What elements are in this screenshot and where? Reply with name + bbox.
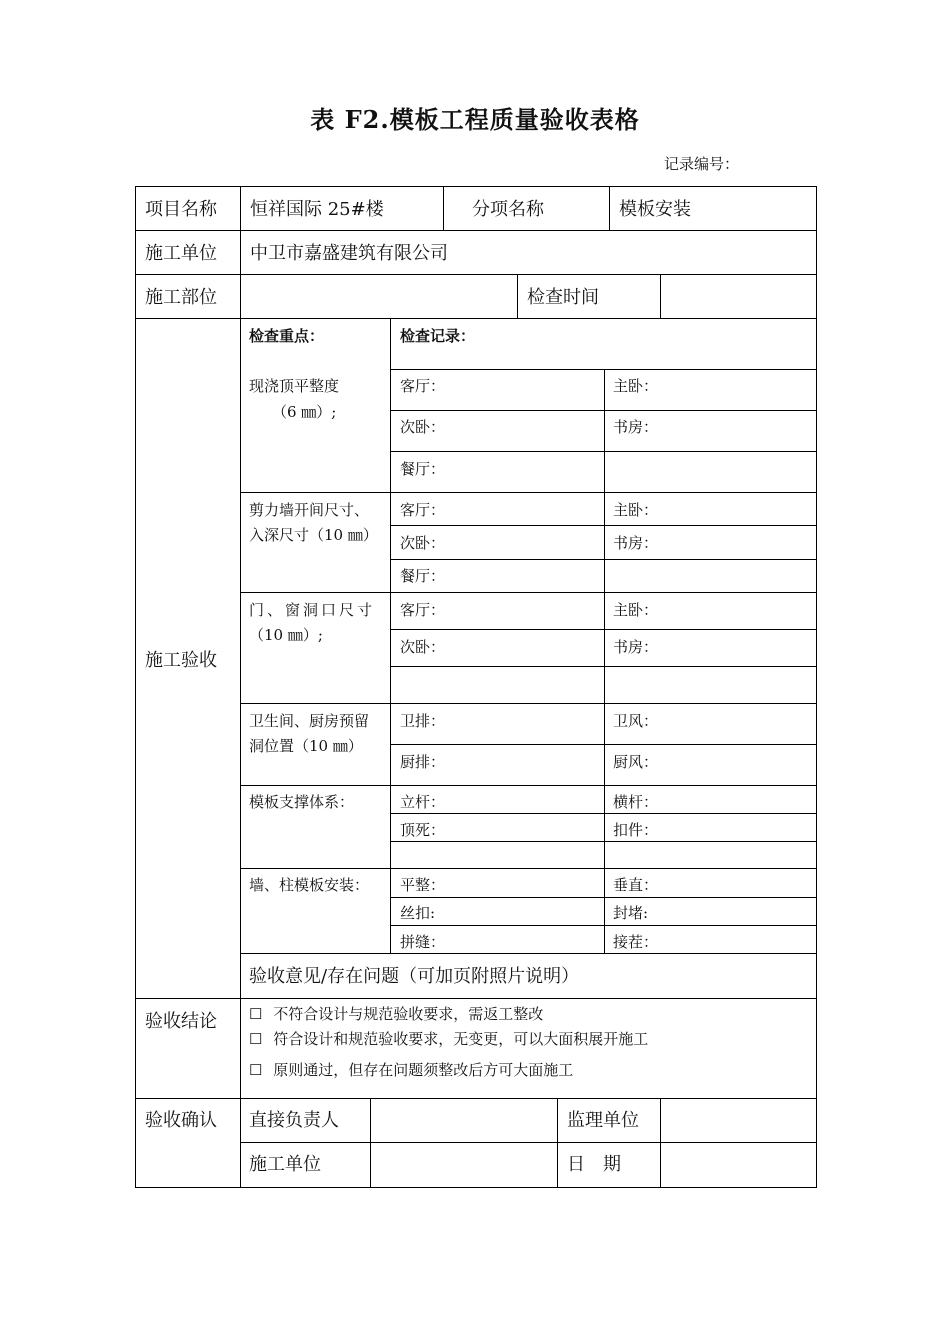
check-point-label: 模板支撑体系： [249, 793, 355, 811]
check-point-label: 墙、柱模板安装： [249, 876, 370, 894]
record-field-label[interactable]: 书房： [613, 418, 659, 436]
record-field-label[interactable]: 丝扣: [400, 904, 436, 922]
record-field-label[interactable]: 卫排： [400, 712, 446, 730]
record-field-label[interactable]: 主卧： [613, 377, 659, 395]
supervision-unit-label: 监理单位 [567, 1110, 639, 1131]
check-point-label: 卫生间、厨房预留 [249, 712, 370, 730]
acceptance-opinion-label: 验收意见/存在问题（可加页附照片说明） [249, 966, 580, 987]
row-divider [135, 998, 817, 999]
row-divider [135, 318, 817, 319]
key-points-header: 检查重点： [249, 327, 325, 345]
record-field-label[interactable]: 书房： [613, 638, 659, 656]
record-field-label[interactable]: 餐厅： [400, 460, 446, 478]
column-divider [660, 274, 661, 318]
record-field-label[interactable]: 顶死： [400, 821, 446, 839]
column-divider [240, 186, 241, 1188]
record-field-label[interactable]: 书房： [613, 534, 659, 552]
page-title: 表 F2.模板工程质量验收表格 [310, 105, 640, 134]
record-field-label[interactable]: 次卧： [400, 638, 446, 656]
row-divider [240, 1142, 817, 1143]
row-divider [240, 785, 817, 786]
inspection-section-label: 施工验收 [145, 650, 217, 671]
record-field-label[interactable]: 垂直： [613, 876, 659, 894]
check-point-label: 剪力墙开间尺寸、 [249, 501, 370, 519]
row-divider [240, 592, 817, 593]
check-point-label: 门、窗洞口尺寸 [249, 601, 376, 619]
table-border-left [135, 186, 136, 1188]
construction-unit-sign-label: 施工单位 [249, 1154, 321, 1175]
record-field-label[interactable]: 客厅： [400, 601, 446, 619]
direct-person-label: 直接负责人 [249, 1110, 339, 1131]
record-field-label[interactable]: 扣件： [613, 821, 659, 839]
record-field-label[interactable]: 主卧： [613, 501, 659, 519]
checkbox-icon[interactable]: ☐ [249, 1030, 263, 1048]
check-time-label: 检查时间 [527, 287, 599, 308]
sub-item-label: 分项名称 [472, 199, 544, 220]
project-name-value[interactable]: 恒祥国际 25#楼 [250, 199, 384, 220]
column-divider [609, 186, 610, 230]
check-point-tolerance: （6 ㎜）; [272, 403, 337, 421]
check-point-tolerance: （10 ㎜）; [249, 626, 323, 644]
conclusion-option-label: 原则通过，但存在问题须整改后方可大面施工 [273, 1061, 574, 1079]
record-field-label[interactable]: 横杆： [613, 793, 659, 811]
row-divider [135, 230, 817, 231]
column-divider [557, 1098, 558, 1187]
record-field-label[interactable]: 主卧： [613, 601, 659, 619]
check-point-tolerance: 洞位置（10 ㎜） [249, 737, 363, 755]
table-border-top [135, 186, 817, 187]
record-field-label[interactable]: 厨排： [400, 753, 446, 771]
acceptance-confirmation-label: 验收确认 [145, 1110, 217, 1131]
record-field-label[interactable]: 平整： [400, 876, 446, 894]
column-divider [370, 1098, 371, 1187]
check-point-label: 现浇顶平整度 [249, 377, 340, 395]
table-border-bottom [135, 1187, 817, 1188]
project-name-label: 项目名称 [145, 199, 217, 220]
column-divider [517, 274, 518, 318]
conclusion-option-conditional[interactable] [249, 1059, 573, 1080]
column-divider [443, 186, 444, 230]
conclusion-option-rework[interactable] [249, 1003, 543, 1024]
record-field-label[interactable]: 客厅： [400, 377, 446, 395]
row-divider [240, 868, 817, 869]
acceptance-conclusion-label: 验收结论 [145, 1011, 217, 1032]
column-divider [390, 318, 391, 953]
record-field-label[interactable]: 厨风： [613, 753, 659, 771]
check-point-tolerance: 入深尺寸（10 ㎜） [249, 526, 378, 544]
conclusion-option-label: 符合设计和规范验收要求，无变更，可以大面积展开施工 [273, 1030, 649, 1048]
date-label: 日 期 [567, 1154, 621, 1175]
record-field-label[interactable]: 立杆： [400, 793, 446, 811]
checkbox-icon[interactable]: ☐ [249, 1005, 263, 1023]
record-field-label[interactable]: 拼缝： [400, 933, 446, 951]
row-divider [135, 274, 817, 275]
construction-unit-label: 施工单位 [145, 243, 217, 264]
record-number-label: 记录编号： [664, 155, 740, 173]
record-field-label[interactable]: 接茬： [613, 933, 659, 951]
records-header: 检查记录： [400, 327, 476, 345]
record-field-label[interactable]: 客厅： [400, 501, 446, 519]
record-field-label[interactable]: 封堵: [613, 904, 649, 922]
conclusion-option-label: 不符合设计与规范验收要求，需返工整改 [273, 1005, 544, 1023]
column-divider [660, 1098, 661, 1187]
column-divider [604, 369, 605, 953]
row-divider [240, 703, 817, 704]
construction-part-label: 施工部位 [145, 287, 217, 308]
record-field-label[interactable]: 次卧： [400, 534, 446, 552]
sub-item-value[interactable]: 模板安装 [619, 199, 691, 220]
construction-unit-value[interactable]: 中卫市嘉盛建筑有限公司 [250, 243, 448, 264]
table-border-right [816, 186, 817, 1188]
record-field-label[interactable]: 次卧： [400, 418, 446, 436]
row-divider [240, 953, 817, 954]
record-field-label[interactable]: 餐厅： [400, 567, 446, 585]
row-divider [240, 492, 817, 493]
checkbox-icon[interactable]: ☐ [249, 1061, 263, 1079]
row-divider [135, 1098, 817, 1099]
record-field-label[interactable]: 卫风： [613, 712, 659, 730]
conclusion-option-approved[interactable] [249, 1028, 648, 1049]
